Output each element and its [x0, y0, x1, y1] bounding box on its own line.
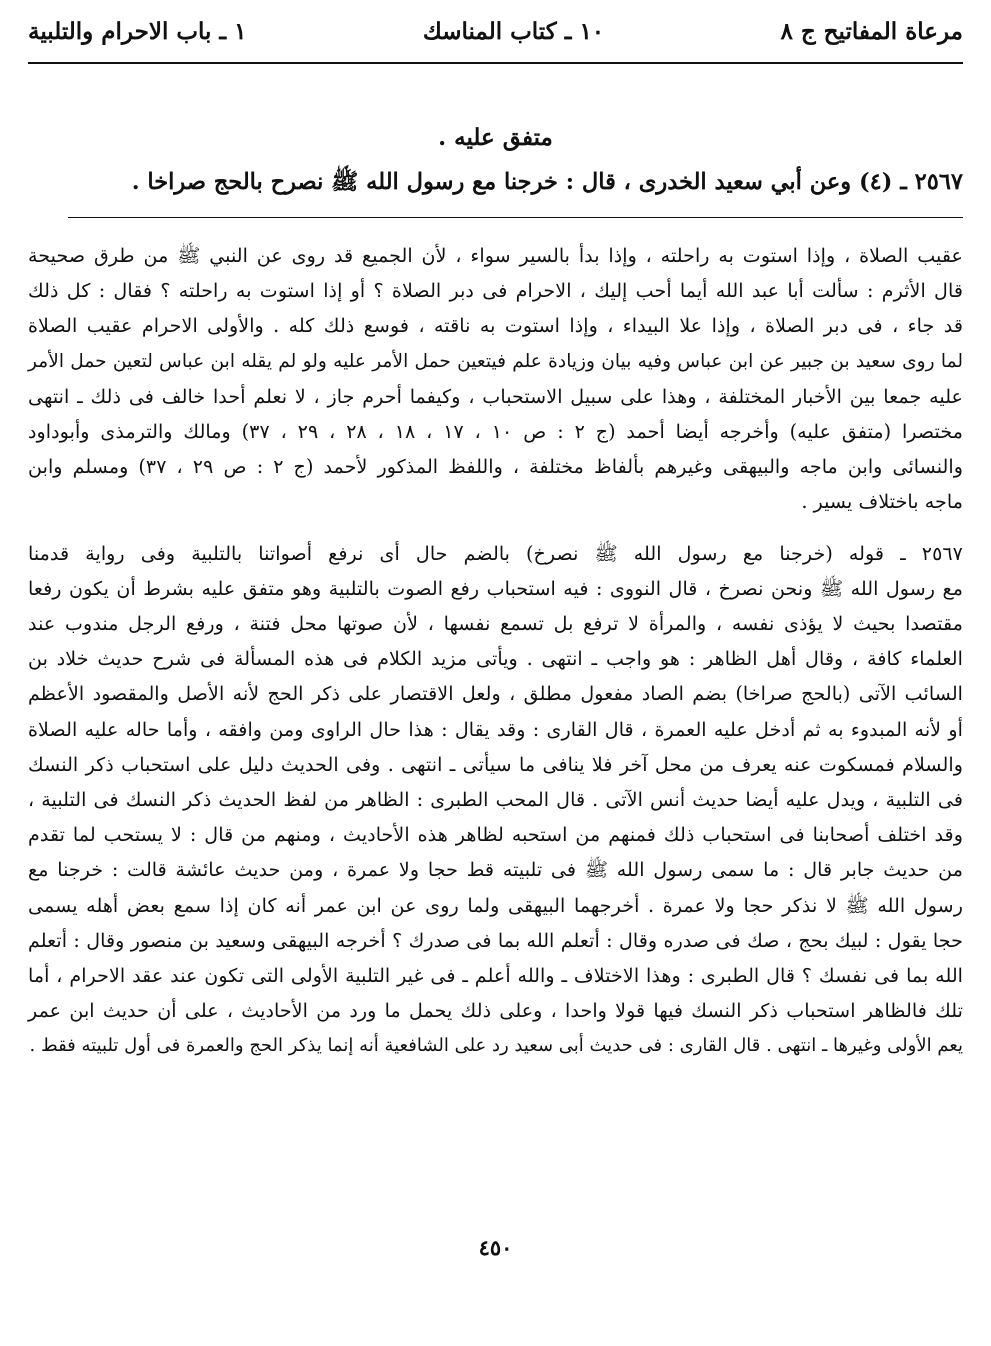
agreed-upon-note: متفق عليه .: [438, 124, 553, 151]
header-chapter: ١٠ ـ كتاب المناسك: [422, 18, 605, 45]
text-line: والنسائى وابن ماجه والبيهقى وغيرهم بألفاظ مختلفة ، واللفظ المذكور لأحمد (ج ٢ : ص ٢٩ ، ٣٧) ومسلم وابن: [28, 455, 963, 479]
text-line: رسول الله ﷺ لا نذكر حجا ولا عمرة . أخرجهما البيهقى ولما روى عن ابن عمر أنه كان إذا سمع بعض أهله يسمى: [28, 893, 963, 917]
text-line: عقيب الصلاة ، وإذا استوت به راحلته ، وإذا بدأ بالسير سواء ، لأن الجميع قد روى عن النبي ﷺ من طرق صحيحة: [28, 244, 963, 267]
text-line: الله بما فى نفسك ؟ قال الطبرى : وهذا الاختلاف ـ والله أعلم ـ فى غير التلبية الأولى التى تكون عند عقد الاحرام ، أما: [28, 964, 963, 988]
text-line: تلك فالظاهر استحباب ذكر النسك فيها قولا واحدا ، وعلى ذلك يحمل ما ورد من الأحاديث ، على أن حديث ابن عمر: [28, 999, 963, 1023]
commentary-block-1: [28, 238, 963, 520]
text-line: مقتصدا بحيث لا يؤذى نفسه ، والمرأة لا ترفع بل تسمع نفسها ، لأن صوتها محل فتنة ، ورفع الرجل مندوب عند: [28, 612, 963, 636]
text-line: مختصرا (متفق عليه) وأخرجه أيضا أحمد (ج ٢ : ص ١٠ ، ١٧ ، ١٨ ، ٢٨ ، ٢٩ ، ٣٧) ومالك والترمذى وأبوداود: [28, 420, 963, 444]
text-line: السائب الآتى (بالحج صراخا) بضم الصاد مفعول مطلق ، ولعل الاقتصار على ذكر الحج لأنه الأصل والمقصود الأعظم: [28, 682, 963, 706]
header-rule: [28, 62, 963, 64]
text-line: أو لأنه المبدوء به ثم أدخل عليه العمرة ، قال القارى : وقد يقال : هذا حال الراوى ومن وافقه ، وأما حاله عليه الصلاة: [28, 717, 963, 741]
separator-rule: [68, 217, 963, 218]
text-line: والسلام فمسكوت عنه يعرف من محل آخر فلا ينافى ما سيأتى ـ انتهى . وفى الحديث دليل على استحباب ذكر النسك: [28, 752, 963, 776]
text-line: فى التلبية ، ويدل عليه أيضا حديث أنس الآتى . قال المحب الطبرى : الظاهر من لفظ الحديث ذكر النسك فى التلبية ،: [28, 788, 963, 812]
text-line: عليه جمعا بين الأخبار المختلفة ، وهذا على سبيل الاستحباب ، وكيفما أحرم جاز ، لا نعلم أحدا خالف فى ذلك ـ انتهى: [28, 384, 963, 408]
header-section: ١ ـ باب الاحرام والتلبية: [28, 18, 247, 45]
commentary-block-2: [28, 536, 963, 1064]
text-line: مع رسول الله ﷺ ونحن نصرخ ، قال النووى : فيه استحباب رفع الصوت بالتلبية وهو متفق عليه بشرط أن يكون رفعا: [28, 576, 964, 600]
text-line: قد جاء ، فى دبر الصلاة ، وإذا علا البيداء ، وإذا استوت به ناقته ، فوسع ذلك كله . والأولى الاحرام عقيب الصلاة: [28, 314, 963, 338]
text-line: وقد اختلف أصحابنا فى استحباب ذلك فمنهم من استحبه لظاهر هذه الأحاديث ، ومنهم من قال : لا يستحب لما تقدم: [28, 823, 963, 847]
commentary: [28, 238, 963, 1064]
text-line: يعم الأولى وغيرها ـ انتهى . قال القارى : فى حديث أبى سعيد رد على الشافعية أنه إنما يذكر الحج والعمرة فى أول تلبيته فقط .: [29, 1035, 963, 1057]
page-number: ٤٥٠: [478, 1235, 513, 1260]
text-line: قال الأثرم : سألت أبا عبد الله أيما أحب إليك ، الاحرام فى دبر الصلاة ؟ أو إذا استوت به راحلته ؟ فقال : كل ذلك: [28, 279, 963, 303]
text-line: العلماء كافة ، وقال أهل الظاهر : هو واجب ـ انتهى . ويأتى مزيد الكلام فى هذه المسألة فى شرح حديث خلاد بن: [28, 647, 963, 671]
hadith-text: ٢٥٦٧ ـ (٤) وعن أبي سعيد الخدرى ، قال : خرجنا مع رسول الله ﷺ نصرح بالحج صراخا .: [131, 169, 963, 195]
header-book-volume: مرعاة المفاتيح ج ٨: [780, 18, 963, 45]
text-line: ٢٥٦٧ ـ قوله (خرجنا مع رسول الله ﷺ نصرخ) بالضم حال أى نرفع أصواتنا بالتلبية وفى رواية قدمنا: [28, 541, 963, 565]
text-line: حجا يقول : لبيك بحج ، صك فى صدره وقال : أتعلم الله بما فى صدرك ؟ أخرجه البيهقى وسعيد بن منصور وقال : أتعلم: [28, 928, 963, 952]
document-page: [28, 18, 963, 1064]
text-line: لما روى سعيد بن جبير عن ابن عباس وفيه بيان وزيادة علم فيتعين حمل الأمر عليه ولو لم يقله ابن عباس لتعين حمل الأمر: [28, 350, 963, 372]
running-header: [28, 18, 963, 60]
text-line: ماجه باختلاف يسير .: [801, 490, 963, 514]
text-line: من حديث جابر قال : ما سمى رسول الله ﷺ فى تلبيته قط حجا ولا عمرة ، ومن حديث عائشة قالت : خرجنا مع: [28, 858, 963, 882]
